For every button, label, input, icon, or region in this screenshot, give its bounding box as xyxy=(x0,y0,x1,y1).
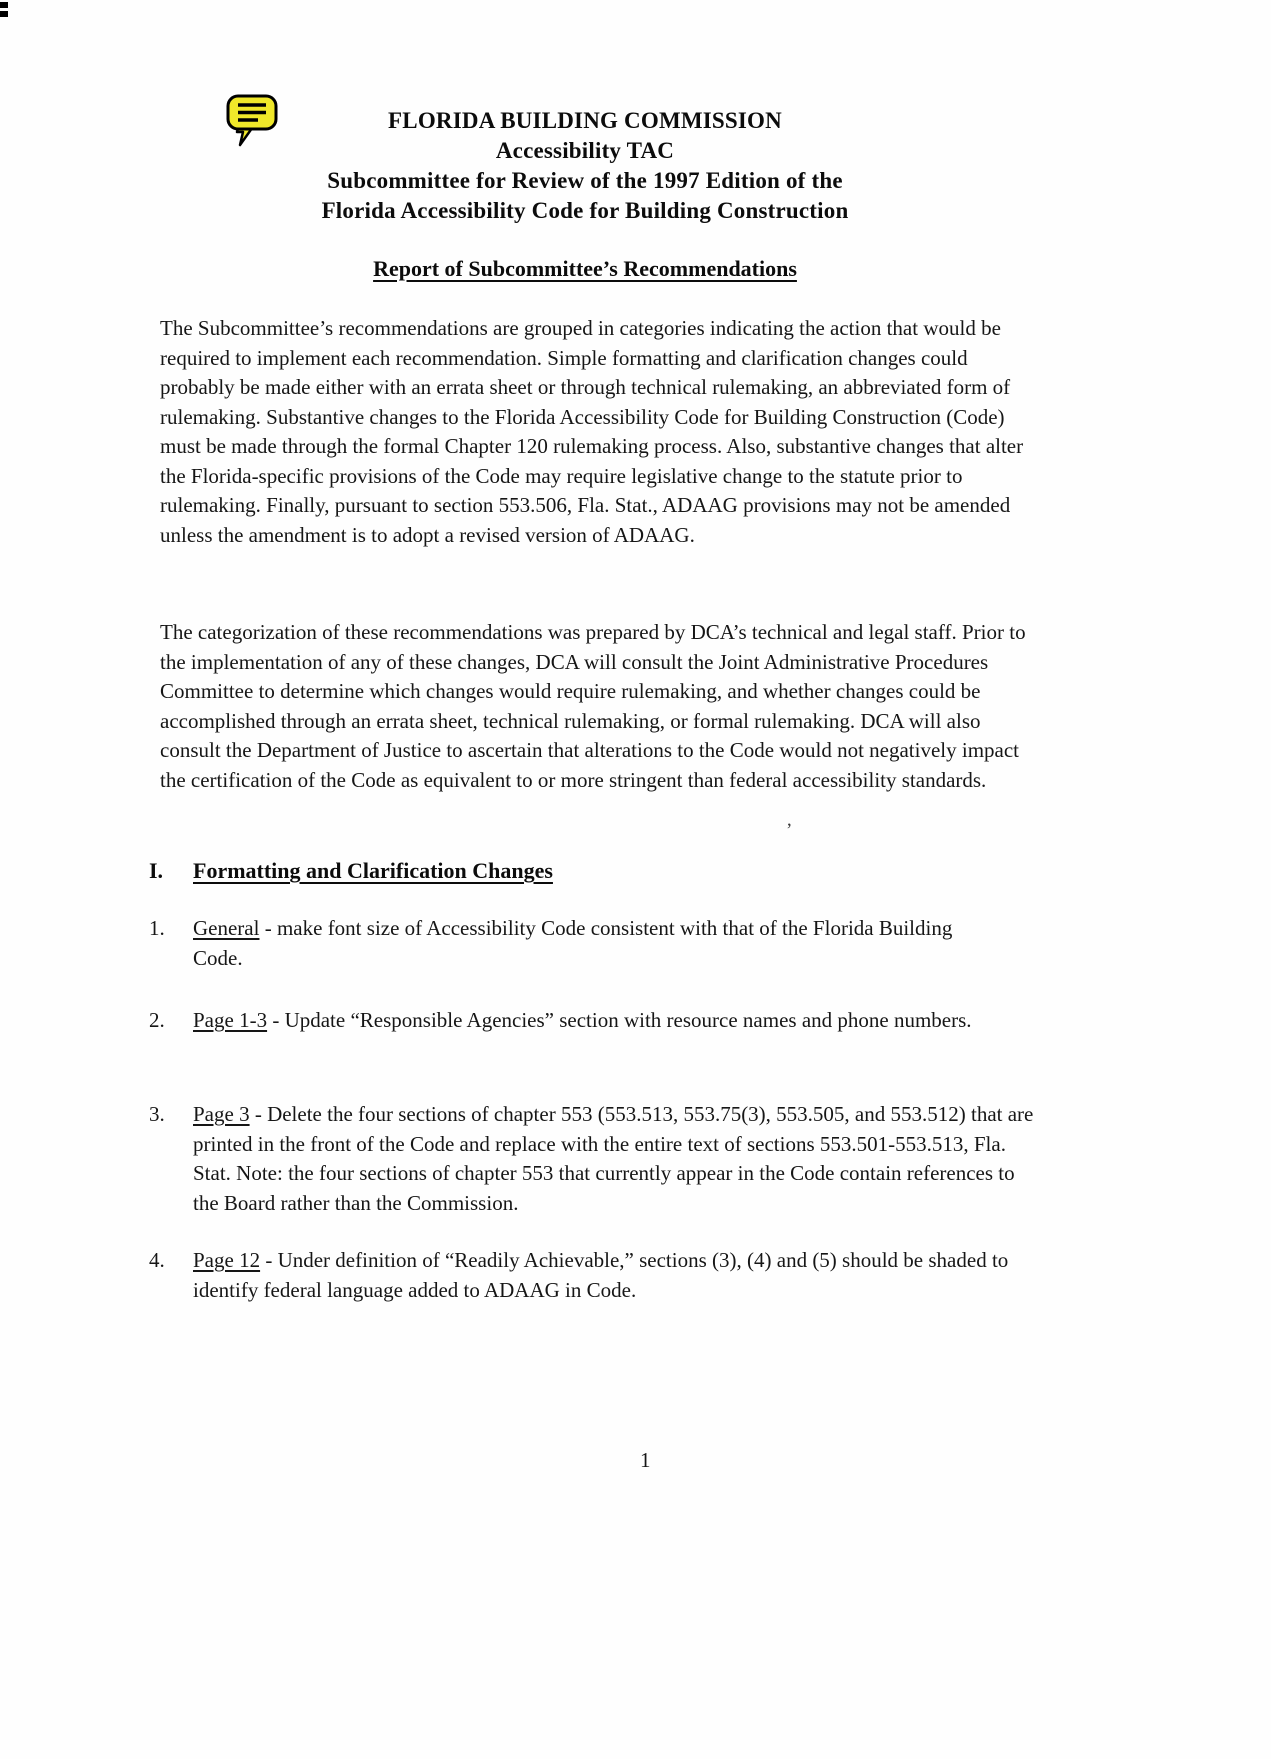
list-item-3 xyxy=(149,1100,1038,1218)
item-text xyxy=(193,1246,1038,1305)
scan-artifact xyxy=(0,2,8,18)
scan-speck: ’ xyxy=(786,820,793,841)
item-lead: Page 12 xyxy=(193,1248,261,1272)
item-text xyxy=(193,1100,1038,1218)
document-header xyxy=(145,106,1025,226)
item-body: - Update “Responsible Agencies” section with resource names and phone numbers. xyxy=(267,1008,972,1032)
header-line-tac: Accessibility TAC xyxy=(495,138,675,163)
list-item-4 xyxy=(149,1246,1038,1305)
item-number: 3. xyxy=(149,1102,165,1126)
section-numeral: I. xyxy=(149,858,164,883)
header-line-code: Florida Accessibility Code for Building Construction xyxy=(321,198,849,223)
list-item-1 xyxy=(149,914,983,973)
header-line-commission: FLORIDA BUILDING COMMISSION xyxy=(388,108,782,133)
body-paragraph-2: The categorization of these recommendations was prepared by DCA’s technical and legal staff. Prior to the implementation of any of these changes, DCA will consult the Joint Administrative Procedures Committee to determine which changes would require rulemaking, and whether changes could be accomplished through an errata sheet, technical rulemaking, or formal rulemaking. DCA will also consult the Department of Justice to ascertain that alterations to the Code would not negatively impact the certification of the Code as equivalent to or more stringent than federal accessibility standards. xyxy=(160,620,1026,792)
header-line-subcommittee: Subcommittee for Review of the 1997 Edition of the xyxy=(327,168,843,193)
list-item-2 xyxy=(149,1006,993,1036)
item-body: - Delete the four sections of chapter 553 (553.513, 553.75(3), 553.505, and 553.512) that are printed in the front of the Code and replace with the entire text of sections 553.501-553.513, Fla. Stat. Note: the four sections of chapter 553 that currently appear in the Code contain references to the Board rather than the Commission. xyxy=(193,1102,1034,1215)
report-title: Report of Subcommittee’s Recommendations xyxy=(373,256,797,281)
item-lead: General xyxy=(193,916,260,940)
item-number: 1. xyxy=(149,916,165,940)
item-text xyxy=(193,914,983,973)
section-title: Formatting and Clarification Changes xyxy=(193,858,553,883)
section-heading-formatting-changes xyxy=(149,858,1039,884)
item-body: - make font size of Accessibility Code consistent with that of the Florida Building Code. xyxy=(193,916,953,970)
item-lead: Page 3 xyxy=(193,1102,250,1126)
page-number: 1 xyxy=(640,1448,651,1472)
item-body: - Under definition of “Readily Achievable,” sections (3), (4) and (5) should be shaded to identify federal language added to ADAAG in Code. xyxy=(193,1248,1009,1302)
item-number: 4. xyxy=(149,1248,165,1272)
item-lead: Page 1-3 xyxy=(193,1008,268,1032)
item-number: 2. xyxy=(149,1008,165,1032)
item-text xyxy=(193,1006,993,1036)
body-paragraph-1: The Subcommittee’s recommendations are grouped in categories indicating the action that would be required to implement each recommendation. Simple formatting and clarification changes could probably be made either with an errata sheet or through technical rulemaking, an abbreviated form of rulemaking. Substantive changes to the Florida Accessibility Code for Building Construction (Code) must be made through the formal Chapter 120 rulemaking process. Also, substantive changes that alter the Florida-specific provisions of the Code may require legislative change to the statute prior to rulemaking. Finally, pursuant to section 553.506, Fla. Stat., ADAAG provisions may not be amended unless the amendment is to adopt a revised version of ADAAG. xyxy=(160,316,1024,547)
